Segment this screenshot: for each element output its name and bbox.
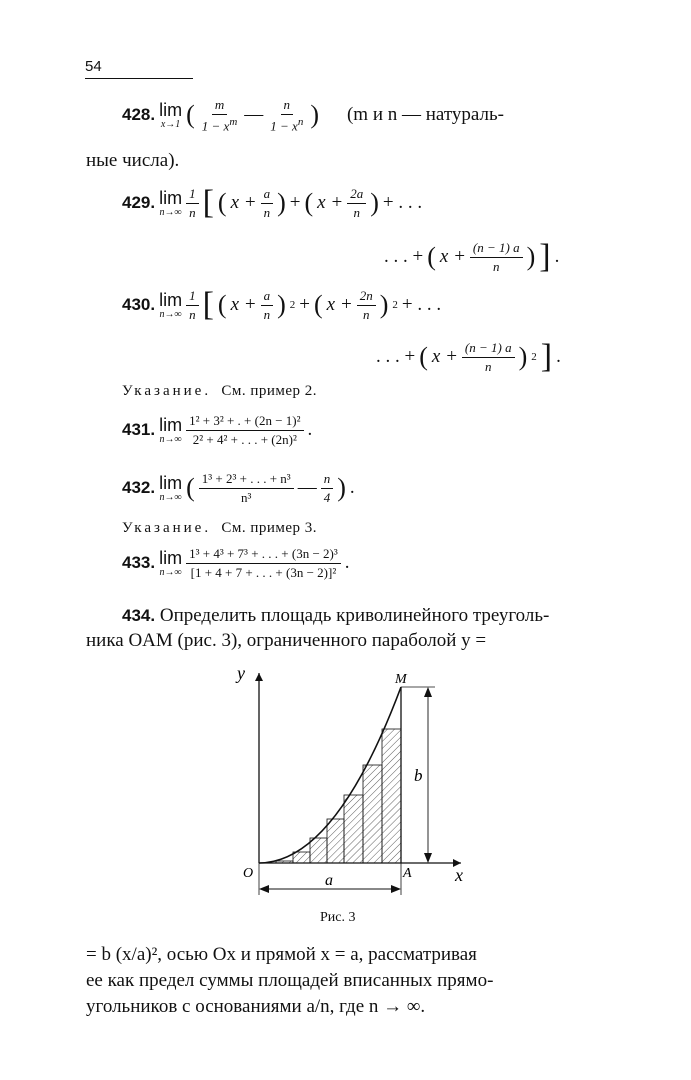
problem-428-tail: (m и n — натураль- [346, 104, 504, 126]
label-b: b [414, 766, 423, 785]
problem-430-line2: . . . + ( x + $\frac{(n - 1) a}{n}$ ) 2 ] . [376, 338, 561, 375]
label-O: O [243, 866, 254, 881]
limit-operator: lim n→∞ [159, 289, 183, 320]
fraction: $\frac{m}{1 - x^m}$ [201, 97, 238, 133]
problem-431: 431. lim n→∞ $\frac{\text{1² + 3² + . + (2n − 1)²}}{\text{2² + 4² + . . . + (2n)²}}$ . [122, 413, 313, 447]
problem-431-number: 431. [122, 420, 156, 440]
problem-428-number: 428. [122, 105, 156, 125]
figure-caption: Рис. 3 [320, 910, 356, 925]
problem-434-line3: = b (x/a)², осью Ox и прямой x = a, рассматривая [86, 944, 477, 965]
problem-434-line4: ее как предел суммы площадей вписанных прямо- [86, 970, 494, 991]
fraction: $\frac{a}{n}$ [261, 289, 274, 321]
page-number-rule [85, 78, 193, 79]
limit-operator: lim n→∞ [159, 472, 183, 503]
fraction: $\frac{a}{n}$ [261, 187, 274, 219]
fraction: $\frac{\text{1³ + 2³ + . . . + n³}}{\text{n³}}$ [199, 472, 294, 504]
problem-433-number: 433. [122, 553, 156, 573]
y-axis-arrow-icon [255, 673, 263, 681]
problem-433: 433. lim n→∞ $\frac{\text{1³ + 4³ + 7³ + . . . + (3n − 2)³}}{\text{[1 + 4 + 7 + . . . + (3n − 2)]²}}$ . [122, 546, 350, 580]
limit-operator: lim n→∞ [159, 547, 183, 578]
problem-428-continuation: ные числа). [86, 150, 180, 171]
hint-2: Указание. См. пример 3. [122, 520, 318, 536]
fraction: $\frac{1}{n}$ [186, 289, 199, 321]
page-number: 54 [85, 58, 102, 75]
limit-operator: lim n→∞ [159, 187, 183, 218]
problem-429-number: 429. [122, 193, 156, 212]
fraction: $\frac{1}{n}$ [186, 187, 199, 219]
fraction: $\frac{2n}{n}$ [357, 289, 376, 321]
problem-434-line1: 434. Определить площадь криволинейного треуголь- [122, 605, 550, 626]
problem-430: 430. lim n→∞ $\frac{1}{n}$ [ ( x + $\frac{a}{n}$ ) 2 + ( x + $\frac{2n}{n}$ ) 2 + . . . [122, 286, 442, 323]
problem-429: 429. lim n→∞ $\frac{1}{n}$ [ ( x + $\frac{a}{n}$ ) + ( x + $\frac{2a}{n}$ ) + . . . [122, 184, 423, 221]
label-M: M [395, 672, 407, 687]
problem-430-number: 430. [122, 295, 156, 314]
fraction: $\frac{n}{4}$ [321, 472, 334, 504]
hint-1: Указание. См. пример 2. [122, 383, 318, 399]
fraction: $\frac{n}{1 - x^n}$ [270, 97, 304, 133]
fraction: $\frac{(n - 1) a}{n}$ [462, 341, 515, 373]
fraction: $\frac{\text{1³ + 4³ + 7³ + . . . + (3n − 2)³}}{\text{[1 + 4 + 7 + . . . + (3n − 2)]²}}$ [186, 547, 341, 579]
figure-3-parabola-diagram [225, 665, 475, 905]
problem-429-line2: . . . + ( x + $\frac{(n - 1) a}{n}$ ) ] . [384, 238, 560, 275]
problem-434-number: 434. [122, 606, 156, 625]
fraction: $\frac{2a}{n}$ [347, 187, 366, 219]
label-x: x [455, 865, 463, 885]
label-a: a [325, 872, 333, 889]
fraction: $\frac{\text{1² + 3² + . + (2n − 1)²}}{\text{2² + 4² + . . . + (2n)²}}$ [186, 414, 303, 446]
label-y: y [237, 665, 245, 683]
limit-operator: lim n→∞ [159, 414, 183, 445]
problem-432-number: 432. [122, 478, 156, 498]
label-A: A [403, 866, 412, 881]
limit-operator: lim x→1 [159, 99, 183, 130]
problem-434-line2: ника OAM (рис. 3), ограниченного параболой y = [86, 630, 487, 651]
problem-432: 432. lim n→∞ ( $\frac{\text{1³ + 2³ + . . . + n³}}{\text{n³}}$ — $\frac{n}{4}$ ) . [122, 471, 355, 505]
inscribed-rectangles [276, 729, 401, 863]
problem-428: 428. lim x→1 ( $\frac{m}{1 - x^m}$ — $\frac{n}{1 - x^n}$ ) (m и n — натураль- [122, 97, 504, 133]
problem-434-line5: угольников с основаниями a/n, где n → ∞. [86, 996, 426, 1017]
fraction: $\frac{(n - 1) a}{n}$ [470, 241, 523, 273]
